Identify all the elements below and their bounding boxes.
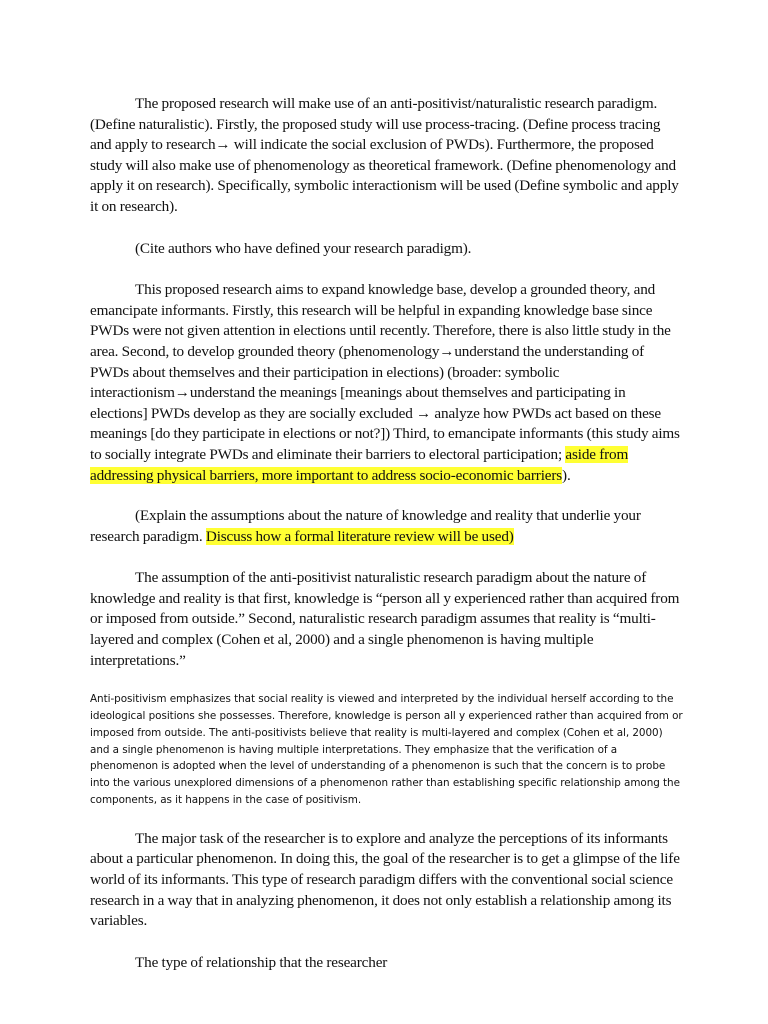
paragraph-text: The major task of the researcher is to explore and analyze the perceptions of its informants about a particular phenomenon. In doing this, the goal of the researcher is to get a glimpse of the life world of its informants. This type of research paradigm differs with the conventional social science research in a way that in analyzing phenomenon, it does not only establish a relationship among its variables.: [90, 829, 680, 930]
document-page: [90, 90, 685, 973]
paragraph-text: (Explain the assumptions about the nature of knowledge and reality that underlie your research paradigm.: [90, 507, 641, 545]
quote-text: Anti-positivism emphasizes that social reality is viewed and interpreted by the individual herself according to the ideological positions she possesses. Therefore, knowledge is person all y experienced rather than acquired from or imposed from outside. The anti-positivists believe that reality is multi-layered and complex (Cohen et al, 2000) and a single phenomenon is having multiple interpretations. They emphasize that the verification of a phenomenon is adopted when the level of understanding of a phenomenon is such that the concern is to probe into the various unexplored dimensions of a phenomenon rather than establishing specific relationship among the components, as it happens in the case of positivism.: [90, 693, 683, 807]
paragraph-assumptions: [90, 568, 685, 671]
paragraph-research-aims: [90, 280, 685, 486]
paragraph-text: The assumption of the anti-positivist naturalistic research paradigm about the nature of knowledge and reality is that first, knowledge is “person all y experienced rather than acquired from or imposed from outside.” Second, naturalistic research paradigm assumes that reality is “multi-layered and complex (Cohen et al, 2000) and a single phenomenon is having multiple interpretations.”: [90, 569, 680, 669]
paragraph-research-paradigm: [90, 94, 685, 218]
block-quote-anti-positivism: [90, 691, 685, 809]
paragraph-text: (Cite authors who have defined your research paradigm).: [135, 239, 472, 257]
paragraph-text-end: ).: [562, 466, 571, 484]
paragraph-text: The type of relationship that the researcher: [135, 953, 388, 971]
paragraph-text: The proposed research will make use of an anti-positivist/naturalistic research paradigm. (Define naturalistic). Firstly, the proposed study will use process-tracing. (Define process tracing and apply to research→ will indicate the social exclusion of PWDs). Furthermore, the proposed study will also make use of phenomenology as theoretical framework. (Define phenomenology and apply it on research). Specifically, symbolic interactionism will be used (Define symbolic and apply it on research).: [90, 95, 679, 215]
paragraph-relationship-type: [90, 953, 685, 974]
highlighted-text: Discuss how a formal literature review will be used): [205, 527, 514, 545]
highlighted-text: aside from addressing physical barriers, more important to address socio-economic barriers: [90, 445, 629, 484]
paragraph-cite-authors-note: [90, 239, 685, 260]
paragraph-explain-assumptions-note: [90, 506, 685, 547]
paragraph-text: This proposed research aims to expand knowledge base, develop a grounded theory, and emancipate informants. Firstly, this research will be helpful in expanding knowledge base since PWDs were not given attention in elections until recently. Therefore, there is also little study in the area. Second, to develop grounded theory (phenomenology→understand the understanding of PWDs about themselves and their participation in elections) (broader: symbolic interactionism→understand the meanings [meanings about themselves and participating in elections] PWDs develop as they are socially excluded → analyze how PWDs act based on these meanings [do they participate in elections or not?]) Third, to emancipate informants (this study aims to socially integrate PWDs and eliminate their barriers to electoral participation;: [90, 281, 680, 463]
paragraph-researcher-task: [90, 829, 685, 932]
